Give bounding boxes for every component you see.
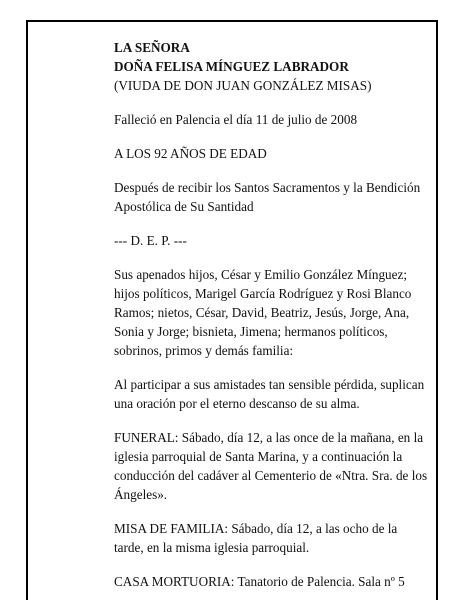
family: Sus apenados hijos, César y Emilio González Mínguez; hijos políticos, Marigel García Rodríguez y Rosi Blanco Ramos; nietos, César, David, Beatriz, Jesús, Jorge, Ana, Sonia y Jorge; bisnieta, Jimena; hermanos políticos, sobrinos, primos y demás familia: [114, 267, 412, 358]
deceased-name: DOÑA FELISA MÍNGUEZ LABRADOR [114, 59, 349, 74]
rip: --- D. E. P. --- [114, 233, 187, 248]
sacraments: Después de recibir los Santos Sacramentos y la Bendición Apostólica de Su Santidad [114, 180, 421, 214]
death-notice: Falleció en Palencia el día 11 de julio de 2008 [114, 112, 358, 127]
funeral-home-info: CASA MORTUORIA: Tanatorio de Palencia. Sala nº 5 [114, 574, 405, 589]
age: A LOS 92 AÑOS DE EDAD [114, 146, 267, 161]
funeral-info: FUNERAL: Sábado, día 12, a las once de la mañana, en la iglesia parroquial de Santa Marina, y a continuación la conducción del cadáver al Cementerio de «Ntra. Sra. de los Ángeles». [114, 430, 428, 502]
prayer-request: Al participar a sus amistades tan sensible pérdida, suplican una oración por el eterno descanso de su alma. [114, 377, 425, 411]
widow-note: (VIUDA DE DON JUAN GONZÁLEZ MISAS) [114, 78, 372, 93]
honorific: LA SEÑORA [114, 40, 190, 55]
family-mass-info: MISA DE FAMILIA: Sábado, día 12, a las ocho de la tarde, en la misma iglesia parroquial. [114, 521, 398, 555]
obituary-text [114, 38, 430, 606]
header-block [114, 38, 430, 95]
